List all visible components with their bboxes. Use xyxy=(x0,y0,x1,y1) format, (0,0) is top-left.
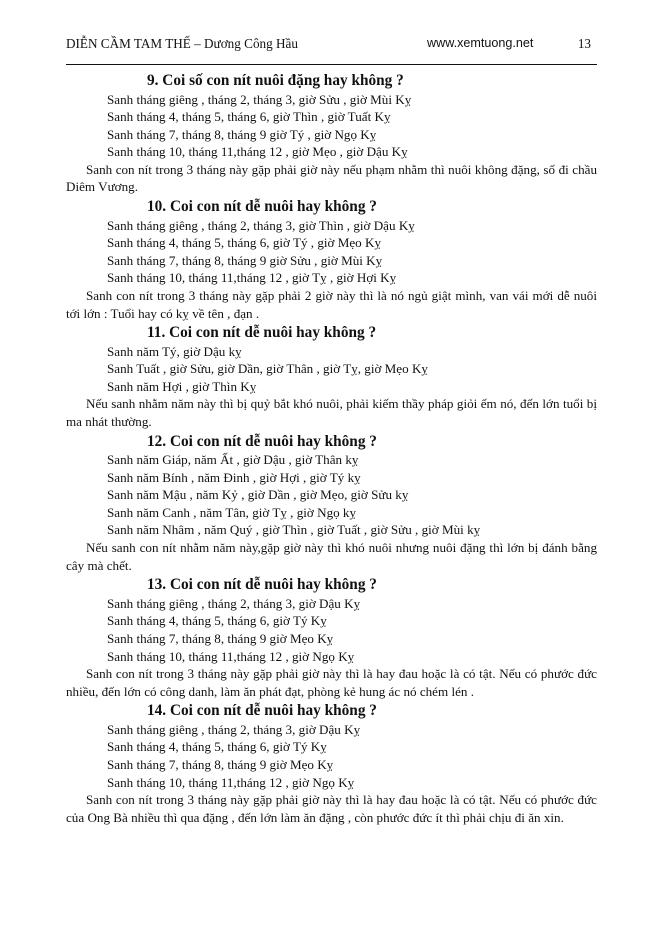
list-item: Sanh Tuất , giờ Sửu, giờ Dần, giờ Thân , giờ Tỵ, giờ Mẹo Kỵ xyxy=(107,361,428,377)
section-paragraph: Nếu sanh nhằm năm này thì bị quỷ bắt khó nuôi, phải kiếm thầy pháp giỏi ếm nó, đến lớn tuổi bị ma nhát thường. xyxy=(66,396,597,429)
list-item: Sanh tháng giêng , tháng 2, tháng 3, giờ Dậu Kỵ xyxy=(107,721,361,737)
list-item: Sanh tháng 7, tháng 8, tháng 9 giờ Sửu , giờ Mùi Kỵ xyxy=(107,252,383,268)
section-heading: 14. Coi con nít dễ nuôi hay không ? xyxy=(147,702,377,720)
list-item: Sanh năm Tý, giờ Dậu kỵ xyxy=(107,343,242,359)
section-10 xyxy=(66,197,597,322)
section-paragraph: Sanh con nít trong 3 tháng này gặp phải giờ này thì là hay đau hoặc là có tật. Nếu có phước đức nhiều, đến lớn có công danh, làm ăn phát đạt, phòng kẻ hung ác nó chém lén . xyxy=(66,666,597,699)
list-item: Sanh tháng 4, tháng 5, tháng 6, giờ Tý Kỵ xyxy=(107,739,327,755)
section-9 xyxy=(66,71,597,196)
list-item: Sanh tháng 10, tháng 11,tháng 12 , giờ Mẹo , giờ Dậu Kỵ xyxy=(107,144,408,160)
list-item: Sanh năm Mậu , năm Kỷ , giờ Dần , giờ Mẹo, giờ Sửu kỵ xyxy=(107,487,409,503)
list-item: Sanh tháng giêng , tháng 2, tháng 3, giờ Dậu Kỵ xyxy=(107,595,361,611)
list-item: Sanh năm Bính , năm Đinh , giờ Hợi , giờ Tý kỵ xyxy=(107,469,361,485)
list-item: Sanh tháng 4, tháng 5, tháng 6, giờ Tý Kỵ xyxy=(107,613,327,629)
list-item: Sanh tháng 4, tháng 5, tháng 6, giờ Tý , giờ Mẹo Kỵ xyxy=(107,235,382,251)
section-heading: 11. Coi con nít dễ nuôi hay không ? xyxy=(147,324,377,342)
section-paragraph: Sanh con nít trong 3 tháng này gặp phải 2 giờ này thì là nó ngủ giật mình, van vái mới dễ nuôi tới lớn : Tuổi hay có kỵ về tên , đạn . xyxy=(66,287,597,321)
section-paragraph: Sanh con nít trong 3 tháng này gặp phải giờ này nếu phạm nhằm thì nuôi không đặng, số đi chầu Diêm Vương. xyxy=(66,161,597,195)
list-item: Sanh tháng giêng , tháng 2, tháng 3, giờ Thìn , giờ Dậu Kỵ xyxy=(107,217,415,233)
list-item: Sanh tháng 7, tháng 8, tháng 9 giờ Mẹo Kỵ xyxy=(107,757,334,772)
section-paragraph: Sanh con nít trong 3 tháng này gặp phải giờ này thì là hay đau hoặc là có tật. Nếu có phước đức của Ong Bà nhiều thì qua đặng , đến lớn làm ăn đặng , còn phước đức ít thì phải chịu đi ăn xin. xyxy=(66,792,597,825)
page-header xyxy=(66,36,597,65)
section-11 xyxy=(66,323,597,430)
section-heading: 10. Coi con nít dễ nuôi hay không ? xyxy=(147,198,377,216)
list-item: Sanh năm Nhâm , năm Quý , giờ Thìn , giờ Tuất , giờ Sửu , giờ Mùi kỵ xyxy=(107,522,481,538)
section-heading: 9. Coi số con nít nuôi đặng hay không ? xyxy=(147,72,404,89)
list-item: Sanh tháng 7, tháng 8, tháng 9 giờ Mẹo Kỵ xyxy=(107,630,334,646)
section-13 xyxy=(66,575,597,700)
website-link[interactable]: www.xemtuong.net xyxy=(427,36,534,50)
section-heading: 12. Coi con nít dễ nuôi hay không ? xyxy=(147,432,377,450)
list-item: Sanh tháng 4, tháng 5, tháng 6, giờ Thìn , giờ Tuất Kỵ xyxy=(107,109,391,125)
list-item: Sanh năm Hợi , giờ Thìn Kỵ xyxy=(107,378,257,394)
list-item: Sanh năm Giáp, năm Ất , giờ Dậu , giờ Thân kỵ xyxy=(107,452,359,468)
list-item: Sanh tháng 10, tháng 11,tháng 12 , giờ Tỵ , giờ Hợi Kỵ xyxy=(107,270,397,286)
page-content xyxy=(66,70,597,826)
section-14 xyxy=(66,701,597,826)
section-paragraph: Nếu sanh con nít nhằm năm này,gặp giờ này thì khó nuôi nhưng nuôi đặng thì lớn bị đánh bằng cây mà chết. xyxy=(66,540,597,573)
section-heading: 13. Coi con nít dễ nuôi hay không ? xyxy=(147,576,377,594)
page-number: 13 xyxy=(577,36,591,51)
list-item: Sanh tháng 10, tháng 11,tháng 12 , giờ Ngọ Kỵ xyxy=(107,774,355,790)
document-title: DIỄN CẦM TAM THẾ – Dương Công Hầu xyxy=(66,36,298,51)
section-12 xyxy=(66,432,597,575)
list-item: Sanh năm Canh , năm Tân, giờ Tỵ , giờ Ngọ kỵ xyxy=(107,504,357,520)
list-item: Sanh tháng giêng , tháng 2, tháng 3, giờ Sửu , giờ Mùi Kỵ xyxy=(107,91,412,107)
list-item: Sanh tháng 10, tháng 11,tháng 12 , giờ Ngọ Kỵ xyxy=(107,648,355,664)
list-item: Sanh tháng 7, tháng 8, tháng 9 giờ Tý , giờ Ngọ Kỵ xyxy=(107,126,377,142)
